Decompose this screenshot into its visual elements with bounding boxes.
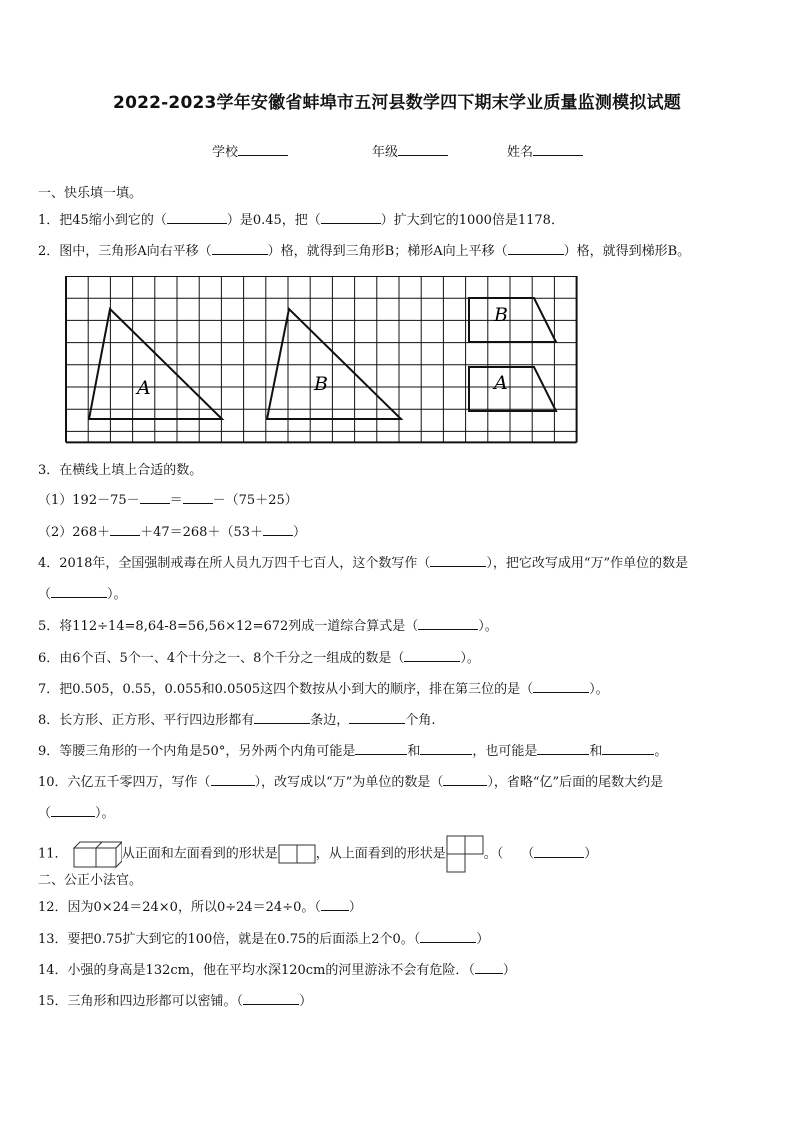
question-12: 12．因为0×24＝24×0，所以0÷24＝24÷0。（ ） bbox=[38, 900, 362, 915]
answer-blank[interactable] bbox=[51, 804, 95, 817]
triangle-b bbox=[267, 309, 401, 419]
answer-blank[interactable] bbox=[243, 992, 299, 1005]
answer-blank[interactable] bbox=[51, 585, 107, 598]
question-2: 2．图中，三角形A向右平移（ ）格，就得到三角形B；梯形A向上平移（ ）格，就得到梯形B。 bbox=[38, 244, 691, 259]
answer-blank[interactable] bbox=[537, 742, 589, 755]
question-13: 13．要把0.75扩大到它的100倍，就是在0.75的后面添上2个0。（ ） bbox=[38, 932, 490, 947]
school-blank[interactable] bbox=[238, 143, 288, 156]
answer-blank[interactable] bbox=[420, 930, 476, 943]
cube-stack-icon bbox=[72, 839, 122, 869]
question-11: 11． 从正面和左面看到的形状是 ，从上面看到的形状是 。（ （ ） bbox=[38, 835, 597, 873]
section-heading-1: 一、快乐填一填。 bbox=[38, 186, 143, 201]
section-heading-2: 二、公正小法官。 bbox=[38, 873, 143, 888]
question-3: 3．在横线上填上合适的数。 bbox=[38, 463, 203, 478]
label-triangle-a: A bbox=[137, 377, 151, 399]
top-view-icon bbox=[446, 835, 484, 873]
question-3-part-1: （1）192－75－ ＝ －（75＋25） bbox=[38, 493, 298, 508]
answer-blank[interactable] bbox=[211, 773, 255, 786]
answer-blank[interactable] bbox=[355, 742, 407, 755]
question-9: 9．等腰三角形的一个内角是50°，另外两个内角可能是 和 ，也可能是 和 。 bbox=[38, 744, 668, 759]
answer-blank[interactable] bbox=[183, 491, 213, 504]
answer-blank[interactable] bbox=[602, 742, 654, 755]
name-blank[interactable] bbox=[533, 143, 583, 156]
trapezoid-a bbox=[469, 367, 556, 411]
school-field[interactable]: 学校 bbox=[212, 141, 288, 160]
translation-grid-figure bbox=[64, 276, 582, 444]
question-4: 4．2018年，全国强制戒毒在所人员九万四千七百人，这个数写作（ ），把它改写成用“万”作单位的数是 bbox=[38, 556, 689, 571]
answer-blank[interactable] bbox=[418, 617, 478, 630]
question-3-part-2: （2）268＋ ＋47＝268＋（53＋ ） bbox=[38, 525, 307, 540]
grade-blank[interactable] bbox=[398, 143, 448, 156]
answer-blank[interactable] bbox=[420, 742, 472, 755]
answer-blank[interactable] bbox=[475, 961, 503, 974]
answer-blank[interactable] bbox=[254, 711, 310, 724]
question-15: 15．三角形和四边形都可以密铺。（ ） bbox=[38, 994, 313, 1009]
answer-blank[interactable] bbox=[263, 523, 293, 536]
label-triangle-b: B bbox=[314, 373, 328, 395]
question-7: 7．把0.505，0.55，0.055和0.0505这四个数按从小到大的顺序，排在第三位的是（ ）。 bbox=[38, 682, 609, 697]
answer-blank[interactable] bbox=[534, 845, 584, 858]
triangle-a bbox=[89, 309, 222, 419]
question-5: 5．将112÷14=8,64-8=56,56×12=672列成一道综合算式是（ ）。 bbox=[38, 619, 498, 634]
question-4-cont: （ ）。 bbox=[38, 587, 127, 602]
answer-blank[interactable] bbox=[430, 554, 486, 567]
answer-blank[interactable] bbox=[140, 491, 170, 504]
page-title: 2022-2023学年安徽省蚌埠市五河县数学四下期末学业质量监测模拟试题 bbox=[113, 93, 681, 113]
grade-field[interactable]: 年级 bbox=[372, 141, 448, 160]
question-1: 1．把45缩小到它的（ ）是0.45，把（ ）扩大到它的1000倍是1178． bbox=[38, 213, 564, 228]
answer-blank[interactable] bbox=[167, 211, 227, 224]
answer-blank[interactable] bbox=[110, 523, 140, 536]
answer-blank[interactable] bbox=[404, 649, 460, 662]
question-10-cont: （ ）。 bbox=[38, 806, 115, 821]
answer-blank[interactable] bbox=[321, 211, 381, 224]
answer-blank[interactable] bbox=[212, 242, 268, 255]
label-trapezoid-b: B bbox=[494, 304, 508, 326]
answer-blank[interactable] bbox=[533, 680, 589, 693]
question-6: 6．由6个百、5个一、4个十分之一、8个千分之一组成的数是（ ）。 bbox=[38, 651, 480, 666]
question-10: 10．六亿五千零四万，写作（ ），改写成以“万”为单位的数是（ ），省略“亿”后面的尾数大约是 bbox=[38, 775, 664, 790]
front-left-view-icon bbox=[278, 844, 316, 864]
answer-blank[interactable] bbox=[508, 242, 564, 255]
label-trapezoid-a: A bbox=[494, 372, 508, 394]
name-field[interactable]: 姓名 bbox=[507, 141, 583, 160]
question-14: 14．小强的身高是132cm，他在平均水深120cm的河里游泳不会有危险．（ ） bbox=[38, 963, 516, 978]
question-8: 8．长方形、正方形、平行四边形都有 条边， 个角. bbox=[38, 713, 436, 728]
answer-blank[interactable] bbox=[443, 773, 487, 786]
answer-blank[interactable] bbox=[321, 898, 349, 911]
answer-blank[interactable] bbox=[349, 711, 405, 724]
